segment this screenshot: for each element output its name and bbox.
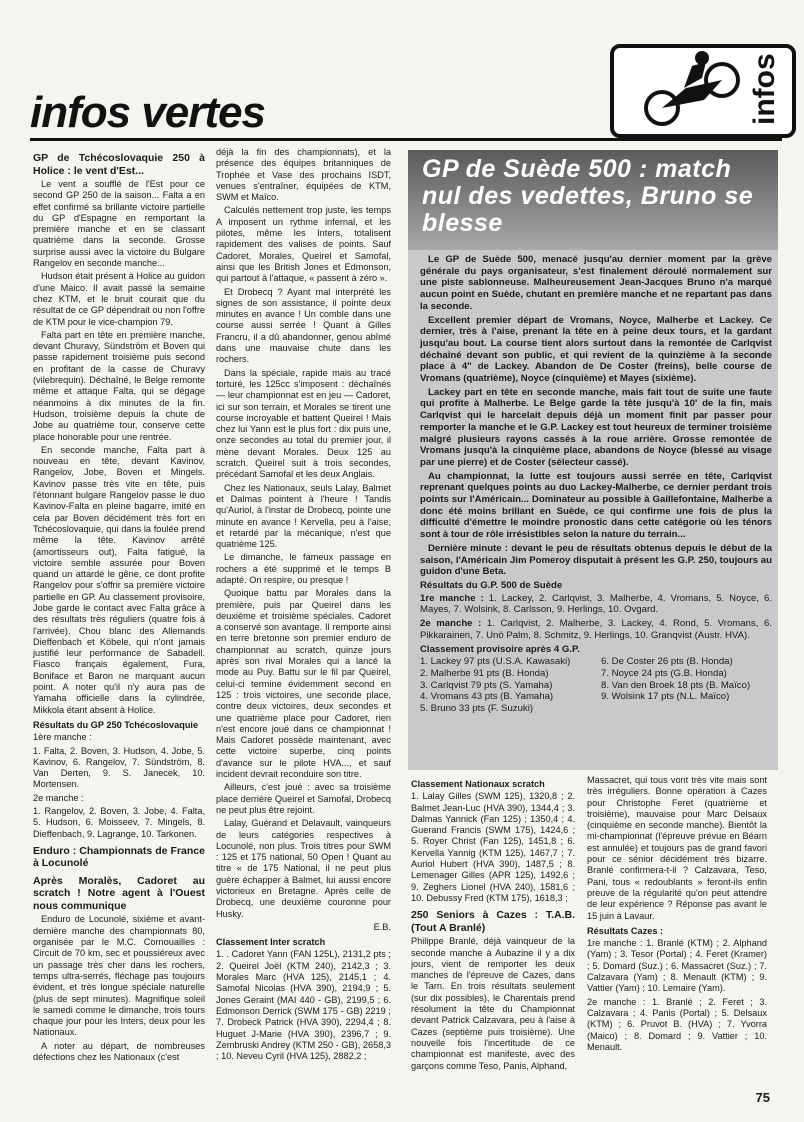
standing-entry: 7. Noyce 24 pts (G.B. Honda) [601,667,727,679]
standings-heading: Classement provisoire après 4 G.P. [420,643,580,655]
gp-suede-box [408,150,778,770]
headline-250-seniors: 250 Seniors à Cazes : T.A.B. (Tout A Branlé) [411,909,575,934]
paragraph: Chez les Nationaux, seuls Lalay, Balmet et Dalmas pointent à l'heure ! Tandis qu'Auriol, à l'instar de Drobecq, pointe une minute en avance ! Kervella, peu à l'aise, et retardé par la mécanique, n'est que quatrième 125. [216,482,391,550]
box-body [420,254,772,715]
paragraph: Et Drobecq ? Ayant mal interprété les signes de son assistance, il pointe deux minutes en avance ! Un comble dans une course aussi serrée ! Quant à Gilles Francru, il a dû abandonner, genou abîmé dans une mauvaise chute dans les rochers. [216,286,391,365]
subheadline-enduro: Après Moralès, Cadoret au scratch ! Notre agent à l'Ouest nous communique [33,874,205,912]
column-3 [411,775,575,1105]
results-list: 1. Lalay Gilles (SWM 125), 1320,8 ; 2. Balmet Jean-Luc (HVA 390), 1344,4 ; 3. Dalmas Yannick (Fan 125) ; 1350,4 ; 4. Guerand Francis (SWM 175), 1424,6 ; 5. Royer Christ (Fan 125), 1451,8 ; 6. Kervella Yannig (KTM 125), 1467,7 ; 7. Auriol Hubert (HVA 390), 1487,5 ; 8. Lemenager Gilles (APR 125), 1492,6 ; 9. Zeghers Lionel (HVA 240), 1581,6 ; 10. Debussy Fred (KTM 175), 1618,3 ; [411,791,575,903]
column-1 [33,147,205,1077]
paragraph: Le dimanche, le fameux passage en rochers a été supprimé et le temps B adapté. On respire, ou presque ! [216,552,391,585]
standing-entry: 1. Lackey 97 pts (U.S.A. Kawasaki) [420,656,571,668]
paragraph: Enduro de Locunolé, sixième et avant-dernière manche des championnats 80, organisée par le M.C. Cornouailles : Circuit de 70 km, sec et poussiéreux avec un passage très cher dans les rochers, temps ultra-serrés, fléchage pas toujours évident, et très longue spéciale naturelle (plus de sept minutes). Magnifique soleil le samedi comme le dimanche, trois tours chaque jour pour les Inters, deux pour les Nationaux. [33,914,205,1038]
paragraph: Hudson était présent à Holice au guidon d'une Maico. Il avait passé la semaine chez KTM, et le bruit courait que du résultat de ce GP dépendrait ou non l'offre de KTM pour le vice-champion 79. [33,271,205,327]
standing-entry: 5. Bruno 33 pts (F. Suzuki) [420,703,534,715]
paragraph: Le vent a soufflé de l'Est pour ce second GP 250 de la saison... Falta a en effet confirmé sa brillante victoire partielle du GP d'Espagne en remportant la première manche et en se classant quatrième dans la seconde. Grosse surprise aussi avec la victoire du Bulgare Rangelov en seconde manche... [33,179,205,269]
paragraph: Au championnat, la lutte est toujours aussi serrée en tête, Carlqvist reprenant quelques points au duo Lackey-Malherbe, ce dernier perdant trois points sur l'Américain... Dominateur au possible à Gaillefontaine, Malherbe a donc été moins brillant en Suède, ce qui confirme une fois de plus la difficulté d'émettre le moindre pronostic dans cette catégorie où les ténors sont à tour de rôle irrésistibles selon la nature du terrain... [420,470,772,541]
headline-enduro: Enduro : Championnats de France à Locunolé [33,844,205,870]
paragraph: Quoique battu par Morales dans la première, puis par Queirel dans les deuxième et troisième spéciales. Cadoret a conservé son avantage. Il remporte ainsi en terre bretonne son premier enduro de championnat au scratch, quinze jours après son rival Morales qui a lancé la mode au Puy. Battu sur le fil par Queirel, celui-ci termine évidemment second en 125 : trois victoires, une seconde place, contre deux victoires, deux secondes et une quatrième place pour Cadoret, rien n'est encore joué dans ce championnat ! Mais Cadoret possède maintenant, avec cette victoire superbe, cinq points d'avance sur le pilote HVA..., et sauf incident devrait reconduire son titre. [216,588,391,780]
paragraph: Massacret, qui tous vont très vite mais sont très irréguliers. Bonne opération à Cazes pour Christophe Feret (quatrième et troisième), mauvaise pour Marc Delsaux (cinquième en seconde manche). Bientôt la mi-championnat (l'épreuve prévue en Béarn est annulée) et toujours pas de grand favori pour ce sénior décidément très bizarre. Branlé confirmera-t-il ? Calzavara, Teso, Pani, tous « redoublants » feront-ils enfin preuve de la régularité qu'on peut attendre de leur expérience ? Réponse pas avant le 15 juin à Lavaur. [587,775,767,921]
results-heading: Résultats du G.P. 500 de Suède [420,579,563,591]
results-heading: Résultats Cazes : [587,925,664,936]
results-heading: Résultats du GP 250 Tchécoslovaquie [33,719,199,730]
results-text: 1. Lackey, 2. Carlqvist, 3. Malherbe, 4. Vromans, 5. Noyce, 6. Mayes, 7. Wolsink, 8. Carlsson, 9. Herlings, 10. Ovgard. [420,592,772,616]
paragraph: Le GP de Suède 500, menacé jusqu'au dernier moment par la grève générale du pays organisateur, s'est finalement déroulé normalement sur une piste sablonneuse. Malheureusement Jean-Jacques Bruno n'a marqué aucun point en Suède, chutant en première manche et ne repartant pas dans la seconde. [420,254,772,312]
logo-text: infos [748,53,781,125]
results-list: 1. Rangelov, 2. Boven, 3. Jobe, 4. Falta, 5. Hudson, 6. Moisseev, 7. Mingels, 8. Dieffenbach, 9. Lagrange, 10. Tarkonen. [33,806,205,839]
race-label: 2e manche : [33,792,84,803]
standings-table [420,656,772,715]
paragraph: Calculés nettement trop juste, les temps A imposent un rythme infernal, et les pilotes, même les Inters, totalisent rapidement des valises de points. Sauf Cadoret, Morales, Queirel et Samofal, ainsi que les British Jones et Edmonson, qui partout à l'attaque, « passent à zéro ». [216,205,391,284]
results-list: 1. . Cadoret Yann (FAN 125L), 2131,2 pts ; 2. Queirel Joël (KTM 240), 2142,3 ; 3. Morales Marc (HVA 125), 2145,1 ; 4. Samofal Nicolas (HVA 390), 2194,9 ; 5. Jones Geraint (MAI 440 - GB), 2199,5 ; 6. Edmonson Derrick (SWM 175 - GB) 2219 ; 7. Drobeck Patrick (HVA 390), 2294,4 ; 8. Huguet J-Marie (HVA 390), 2396,7 ; 9. Zembruski Andrey (KTM 250 - GB), 2658,3 ; 10. Neveu Cyril (HVA 125), 2882,2 ; [216,949,391,1062]
results-heading: Classement Inter scratch [216,937,326,948]
standing-entry: 8. Van den Broek 18 pts (B. Maïco) [601,679,751,691]
section-title: infos vertes [30,88,265,137]
results-list [420,593,772,616]
infos-logo [610,44,796,138]
header-rule [30,138,782,141]
paragraph: Lackey part en tête en seconde manche, mais fait tout de suite une faute qui profite à Malherbe. Le Belge garde la tête jusqu'à 10' de la fin, mais Carlqvist qui le harcelait depuis déjà un moment finit par passer pour remporter la manche et le G.P. Lackey est tout heureux de terminer troisième malgré plusieurs rayons cassés à la roue arrière. Grosse remontée de Vromans jusqu'à la cinquième place, abandons de Noyce (blessé au visage par une pierre) et de Coster (sélecteur cassé). [420,386,772,468]
results-list [420,618,772,641]
box-headline: GP de Suède 500 : match nul des vedettes, Bruno se blesse [422,155,754,237]
standing-entry: 6. De Coster 26 pts (B. Honda) [601,656,733,668]
standing-entry: 9. Wolsink 17 pts (N.L. Maïco) [601,691,730,703]
race-label: 1ère manche : [33,732,92,743]
race-label: 1re manche : [420,592,484,604]
standing-entry: 3. Carlqvist 79 pts (S. Yamaha) [420,679,553,691]
results-text: 1. Carlqvist, 2. Malherbe, 3. Lackey, 4. Rond, 5. Vromans, 6. Pikkarainen, 7. Unö Palm, 8. Schmitz, 9. Herlings, 10. Granqvist (Austr. HVA). [420,618,773,641]
paragraph: Philippe Branlé, déjà vainqueur de la seconde manche à Aubazine il y a dix jours, vient de remporter les deux manches de l'épreuve de Cazes, dans le Tarn. En trois résultats seulement (sur dix possibles), le Charentais prend résolument la tête du Championnat devant Patrick Calzavara, peu à l'aise à Cazes (septième puis troisième). Une nouvelle fois l'incertitude de ce championnat est manifeste, avec des garçons comme Teso, Panis, Alphand, [411,936,575,1071]
results-list: 1. Falta, 2. Boven, 3. Hudson, 4. Jobe, 5. Kavinov, 6. Rangelov, 7. Sündström, 8. Van Derten, 9. S. Janecek, 10. Mortensen. [33,745,205,790]
results-list: 2e manche : 1. Branlé ; 2. Feret ; 3. Calzavara ; 4. Panis (Portal) ; 5. Delsaux (KTM) ; 6. Pruvot B. (HVA) ; 7. Yvorra (Maico) ; 8. Domard ; 9. Vattier ; 10. Menault. [587,996,767,1052]
author-signature: E.B. [373,921,391,932]
paragraph: Ailleurs, c'est joué : avec sa troisième place derrière Queirel et Samofal, Drobecq ne peut plus être rejoint. [216,782,391,815]
standing-entry [601,703,772,715]
headline-gp-tchecoslovaquie: GP de Tchécoslovaquie 250 à Holice : le vent d'Est... [33,152,205,177]
paragraph: A noter au départ, de nombreuses défections chez les Nationaux (c'est [33,1040,205,1062]
standing-entry: 4. Vromans 43 pts (B. Yamaha) [420,691,554,703]
paragraph: déjà la fin des championnats), et la présence des équipes britanniques de Trophée et Vase des prochains ISDT, venues s'entraîner, équipées de KTM, SWM et Maïco. [216,147,391,203]
paragraph: Lalay, Guérand et Delavault, vainqueurs de leurs catégories respectives à Locunolé, non plus. Trois titres pour SWM : 125 et 175 national, 50 Open ! Quant au titre « de 175 National, il ne peut plus guère échapper à Balmet, lui aussi encore victorieux en Bretagne. Après celle de Drobecq, une deuxième couronne pour Husky. [216,818,391,919]
paragraph: Excellent premier départ de Vromans, Noyce, Malherbe et Lackey. Ce dernier, très à l'aise, prenant la tête en à peine deux tours, et la gardant jusqu'au bout. La course tient alors surtout dans la remontée de Carlqvist déchaîné devant son public, et qui revient de la quinzième à la seconde place à 4" de Lackey. Abandon de De Coster (freins), belle course de Vromans (quatrième), Noyce (cinquième) et Mayes (sixième). [420,314,772,385]
column-4 [587,775,767,1105]
page-number: 75 [755,1090,770,1105]
race-label: 2e manche : [420,618,482,630]
paragraph: Dans la spéciale, rapide mais au tracé torturé, les 125cc s'imposent : déchaînés — leur championnat est en jeu — Cadoret, ici sur son terrain, et Morales se tirent une course incroyable et battent Queirel ! Mais chez lui Yann est le plus fort : dix puis une, onze secondes au total du premier jour, il mène devant Morales. Deux 125 au scratch. Queirel suit à trois secondes, précédant Samofal et les deux Anglais. [216,367,391,480]
results-heading: Classement Nationaux scratch [411,779,545,789]
column-2 [216,147,391,1077]
standing-entry: 2. Malherbe 91 pts (B. Honda) [420,667,549,679]
paragraph: En seconde manche, Falta part à nouveau en tête, devant Kavinov, Rangelov, Jobe, Boven et Mingels. Kavinov passe très vite en tête, puis l'étonnant bulgare Rangelov passe le duo Kavinov-Falta en pleine bagarre, imité en cela par Boven décidément très fort en Tchécoslovaquie, qui dans la foulée prend même la tête. Kavinov arrêté (amortisseurs out), Falta fatigué, la victoire semble assurée pour Boven quand un attardé le gêne, ce dont profite Rangelov pour s'offrir sa première victoire partielle en GP. Au classement provisoire, Jobe garde le contact avec Falta grâce à des résultats très réguliers (quatre fois à l'arrivée). Chou blanc des Allemands Dieffenbach et Köbele, qui n'ont jamais justifié leur performance de Sabadell. Fiasco français également, Fura, Boniface et Baron ne marquant aucun point. A noter qu'il n'y aura pas de Yamaha officielle dans la cylindrée, Mikkola étant absent à Holice. [33,444,205,715]
results-list: 1re manche : 1. Branlé (KTM) ; 2. Alphand (Yam) ; 3. Tesor (Portal) ; 4. Feret (Kramer) ; 5. Domard (Suz.) ; 6. Massacret (Suz.) ; 7. Calzavara (Yam) ; 8. Menault (KTM) ; 9. Vattier (Yam) ; 10. Lemaire (Yam). [587,938,767,994]
paragraph: Dernière minute : devant le peu de résultats obtenus depuis le début de la saison, l'Américain Jim Pomeroy disputait à présent les G.P. 250, toujours au guidon d'une Beta. [420,542,772,578]
paragraph: Falta part en tête en première manche, devant Churavy, Sündström et Boven qui passe rapidement troisième puis second en profitant de la casse de Churavy (vilebrequin). Déchaîné, le Belge remonte même et attaque Falta, qui se dégage néanmoins à dix minutes de la fin. Hudson, troisième depuis la chute de Jobe au quatrième tour, conserve cette place honorable pour une rentrée. [33,329,205,442]
